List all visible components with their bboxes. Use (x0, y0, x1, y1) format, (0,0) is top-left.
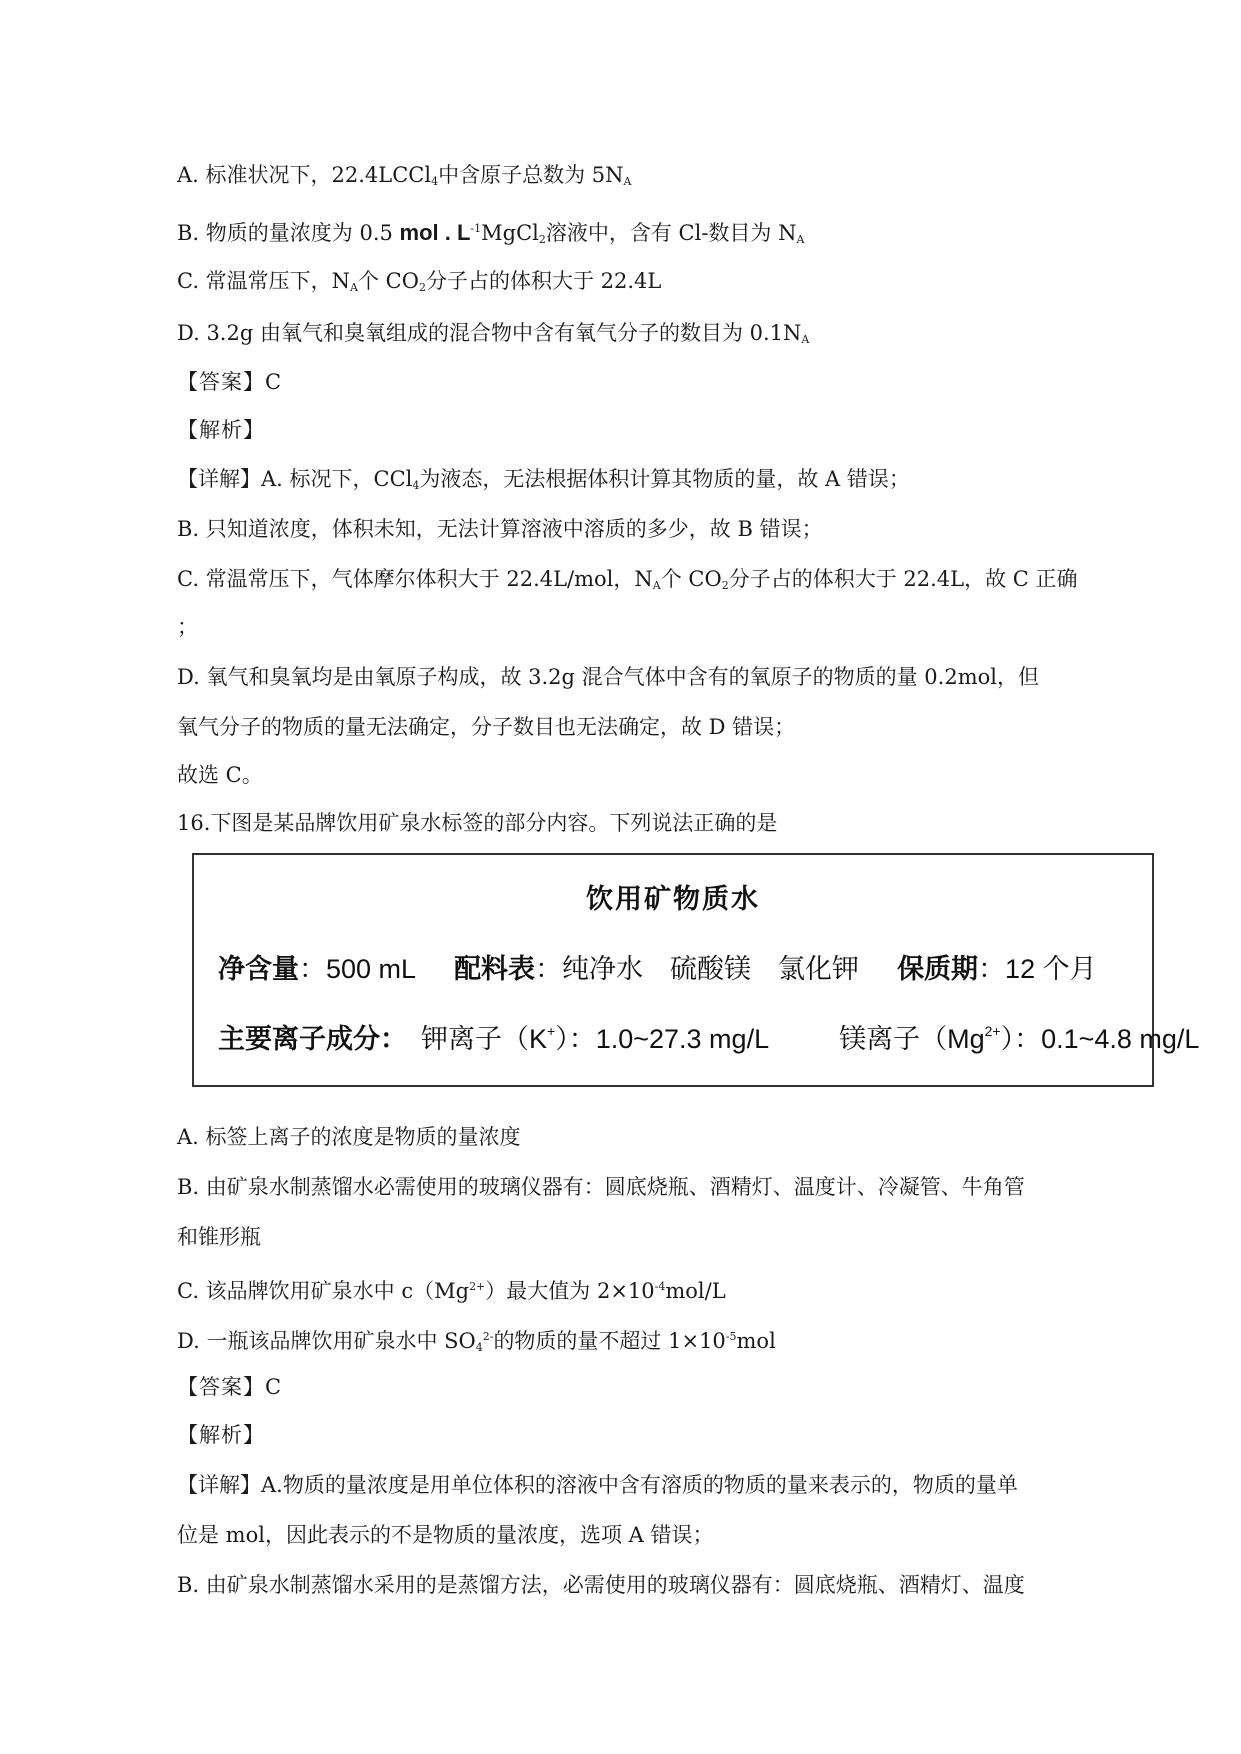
q15-option-b-mid2: 溶液中，含有 Cl-数目为 N (545, 221, 797, 245)
q15-option-c-rest: 分子占的体积大于 22.4L (425, 269, 662, 293)
q16-option-d (177, 1322, 1121, 1363)
q15-detail-c-continuation: ； (177, 615, 198, 639)
q15-detail-a-prefix: 【详解】A. 标况下，CCl (177, 467, 413, 491)
q16-option-d-rest: mol (736, 1329, 776, 1353)
q15-option-d (177, 318, 1121, 355)
q15-option-d-sub: A (801, 333, 810, 346)
q15-conclusion: 故选 C。 (177, 763, 263, 787)
q15-option-b-mid: MgCl (481, 221, 539, 245)
q15-detail-c (177, 564, 1121, 601)
q15-option-a-sub2: A (623, 175, 632, 188)
q15-option-b-prefix: B. 物质的量浓度为 0.5 (177, 221, 400, 245)
label-shelf-label: 保质期 (897, 954, 979, 984)
q15-detail-d-line2: 氧气分子的物质的量无法确定，分子数目也无法确定，故 D 错误； (177, 715, 796, 739)
q15-option-c-sub: A (350, 281, 358, 294)
q15-detail-c-sub: A (652, 579, 661, 592)
label-net-value: ：500 mL (299, 954, 417, 984)
q16-option-d-sub: 4 (475, 1341, 483, 1354)
q16-detail-b-line1: B. 由矿泉水制蒸馏水采用的是蒸馏方法，必需使用的玻璃仪器有：圆底烧瓶、酒精灯、温度 (177, 1573, 1025, 1597)
q15-option-b-sup: -1 (470, 222, 482, 235)
q15-detail-a-sub: 4 (412, 479, 420, 492)
q16-option-d-prefix: D. 一瓶该品牌饮用矿泉水中 SO (177, 1329, 476, 1353)
q16-option-c-sup: 2+ (469, 1280, 486, 1293)
label-title: 饮用矿物质水 (586, 884, 760, 914)
mineral-water-label (192, 853, 1200, 1087)
q16-option-d-sup2: -5 (725, 1330, 737, 1343)
q15-option-d-prefix: D. 3.2g 由氧气和臭氧组成的混合物中含有氧气分子的数目为 0.1N (177, 321, 802, 345)
q16-option-c-mid: ）最大值为 2×10 (485, 1279, 655, 1303)
q16-option-d-mid: 的物质的量不超过 1×10 (493, 1329, 726, 1353)
q15-answer: 【答案】C (177, 370, 283, 394)
q15-detail-c-prefix: C. 常温常压下，气体摩尔体积大于 22.4L/mol，N (177, 567, 653, 591)
q15-detail-c-sub2: 2 (721, 579, 729, 592)
label-mg-sup: 2+ (984, 1023, 1001, 1039)
label-row-info (218, 947, 1097, 986)
q16-option-c-prefix: C. 该品牌饮用矿泉水中 c（Mg (177, 1279, 470, 1303)
q15-option-c-sub2: 2 (418, 281, 426, 294)
q15-option-a-prefix: A. 标准状况下，22.4LCCl (177, 163, 432, 187)
q16-detail-a-line2: 位是 mol，因此表示的不是物质的量浓度，选项 A 错误； (177, 1523, 714, 1547)
q16-option-b-line1: B. 由矿泉水制蒸馏水必需使用的玻璃仪器有：圆底烧瓶、酒精灯、温度计、冷凝管、牛角管 (177, 1175, 1025, 1199)
q16-option-b-line2: 和锥形瓶 (177, 1225, 261, 1249)
q15-option-b (177, 214, 1121, 255)
label-shelf-value: ：12 个月 (978, 954, 1097, 984)
q15-detail-d-line1: D. 氧气和臭氧均是由氧原子构成，故 3.2g 混合气体中含有的氧原子的物质的量 0.2mol，但 (177, 665, 1039, 689)
q15-option-a (177, 160, 1121, 197)
label-ingredients-value: ：纯净水 硫酸镁 氯化钾 (535, 954, 860, 984)
q15-detail-a-rest: 为液态，无法根据体积计算其物质的量，故 A 错误； (419, 467, 910, 491)
label-k-text: 钾离子（K (421, 1024, 548, 1054)
q15-option-b-unit: mol . L (399, 220, 471, 245)
q15-option-c-mid: 个 CO (358, 269, 419, 293)
label-net-label: 净含量 (218, 954, 299, 984)
q16-detail-a-line1: 【详解】A.物质的量浓度是用单位体积的溶液中含有溶质的物质的量来表示的，物质的量单 (177, 1473, 1018, 1497)
q15-option-a-mid: 中含原子总数为 5N (438, 163, 624, 187)
label-k-sup: + (547, 1023, 556, 1039)
q16-stem: 16.下图是某品牌饮用矿泉水标签的部分内容。下列说法正确的是 (177, 811, 778, 835)
q15-option-c-prefix: C. 常温常压下，N (177, 269, 351, 293)
q16-option-c-sup2: -4 (654, 1280, 666, 1293)
q16-option-a: A. 标签上离子的浓度是物质的量浓度 (177, 1125, 521, 1149)
q16-option-d-sup: 2- (482, 1330, 494, 1343)
q15-option-a-sub: 4 (431, 175, 439, 188)
label-ions-label: 主要离子成分： (218, 1024, 407, 1054)
q15-detail-c-mid: 个 CO (660, 567, 722, 591)
q15-detail-a (177, 464, 1121, 501)
label-mg-value: ）：0.1~4.8 mg/L (1000, 1024, 1200, 1054)
q15-option-b-sub2: A (796, 233, 805, 246)
q15-detail-b: B. 只知道浓度，体积未知，无法计算溶液中溶质的多少，故 B 错误； (177, 517, 823, 541)
q15-detail-c-rest: 分子占的体积大于 22.4L，故 C 正确 (728, 567, 1078, 591)
label-ingredients-label: 配料表 (454, 954, 536, 984)
q15-option-b-sub: 2 (538, 233, 546, 246)
label-k-value: ）：1.0~27.3 mg/L (555, 1024, 770, 1054)
q16-option-c-rest: mol/L (665, 1279, 726, 1303)
q16-answer: 【答案】C (177, 1375, 283, 1399)
q15-analysis-heading: 【解析】 (177, 418, 265, 442)
q15-option-c (177, 266, 1121, 303)
q16-option-c (177, 1272, 1121, 1306)
label-row-ions (218, 1017, 1199, 1056)
q16-analysis-heading: 【解析】 (177, 1423, 265, 1447)
label-mg-text: 镁离子（Mg (839, 1024, 985, 1054)
